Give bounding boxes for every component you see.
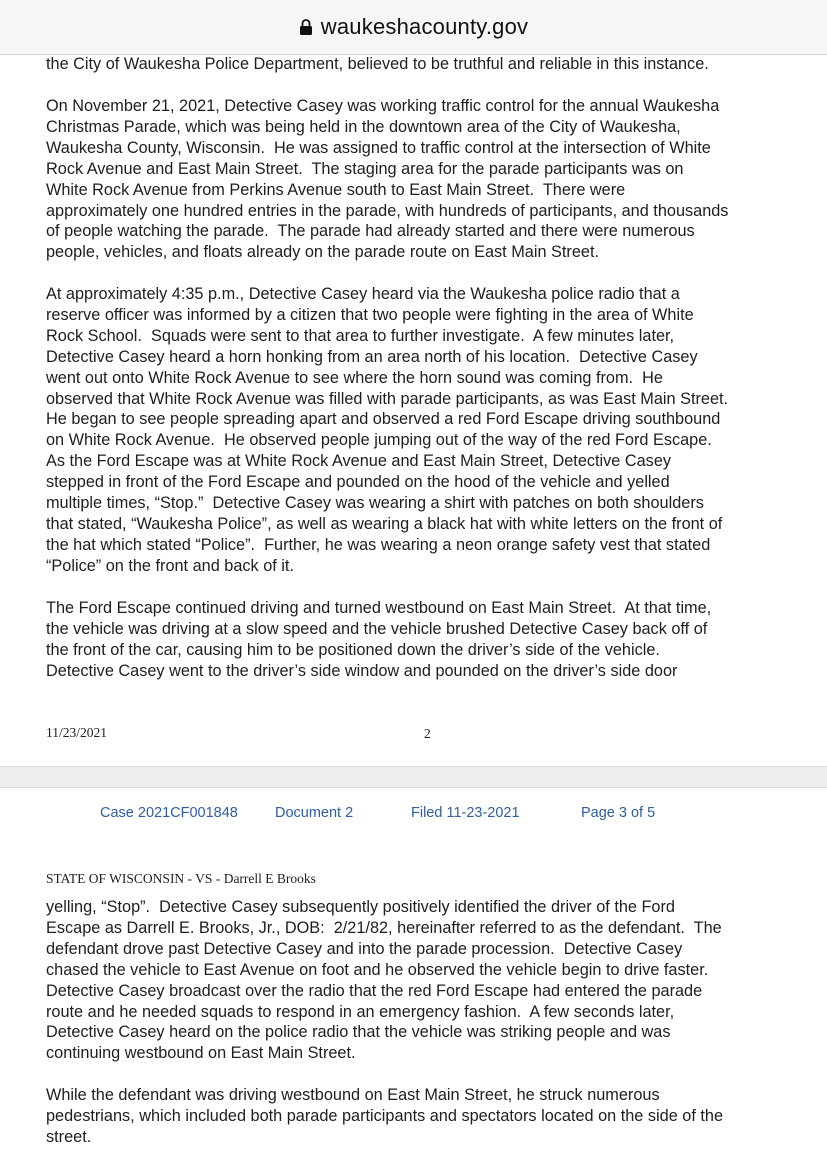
text-line: the hat which stated “Police”. Further, he was wearing a neon orange safety vest that stated [46, 535, 711, 554]
text-line: Escape as Darrell E. Brooks, Jr., DOB: 2/21/82, hereinafter referred to as the defendant. The [46, 918, 722, 937]
text-line: went out onto White Rock Avenue to see where the horn sound was coming from. He [46, 368, 663, 387]
text-line: the front of the car, causing him to be positioned down the driver’s side of the vehicle. [46, 640, 660, 659]
page-indicator: Page 3 of 5 [581, 805, 656, 821]
text-line: people, vehicles, and floats already on the parade route on East Main Street. [46, 243, 600, 262]
lock-icon [299, 18, 313, 36]
text-line: Rock School. Squads were sent to that area to further investigate. A few minutes later, [46, 326, 675, 345]
text-line: defendant drove past Detective Casey and into the parade procession. Detective Casey [46, 939, 683, 958]
text-line: Christmas Parade, which was being held in the downtown area of the City of Waukesha, [46, 117, 681, 136]
text-line: yelling, “Stop”. Detective Casey subsequently positively identified the driver of the Ford [46, 898, 675, 916]
browser-address-bar[interactable] [0, 0, 827, 55]
text-line: on White Rock Avenue. He observed people jumping out of the way of the red Ford Escape. [46, 431, 712, 450]
text-line: continuing westbound on East Main Street. [46, 1044, 356, 1063]
url-text: waukeshacounty.gov [320, 14, 529, 39]
paragraph [46, 54, 816, 75]
text-line: observed that White Rock Avenue was filled with parade participants, as was East Main Street. [46, 389, 729, 408]
text-line: He began to see people spreading apart and observed a red Ford Escape driving southbound [46, 410, 721, 429]
url-display[interactable] [299, 14, 528, 40]
text-line: “Police” on the front and back of it. [46, 556, 294, 575]
text-line: At approximately 4:35 p.m., Detective Casey heard via the Waukesha police radio that a [46, 285, 680, 303]
text-line: White Rock Avenue from Perkins Avenue south to East Main Street. There were [46, 180, 626, 199]
text-line: of people watching the parade. The parade had already started and there were numerous [46, 222, 695, 241]
paragraph [46, 1085, 816, 1148]
footer-page-number: 2 [424, 726, 431, 741]
paragraph [46, 96, 816, 263]
text-line: stepped in front of the Ford Escape and pounded on the hood of the vehicle and yelled [46, 473, 670, 492]
text-line: Detective Casey heard on the police radio that the vehicle was striking people and was [46, 1023, 671, 1042]
document-number: Document 2 [275, 805, 354, 821]
text-line: reserve officer was informed by a citizen that two people were fighting in the area of White [46, 305, 694, 324]
text-line: that stated, “Waukesha Police”, as well as wearing a black hat with white letters on the front of [46, 514, 723, 533]
text-line: the vehicle was driving at a slow speed and the vehicle brushed Detective Casey back off of [46, 619, 708, 638]
paragraph [46, 897, 816, 1064]
text-line: Rock Avenue and East Main Street. The staging area for the parade participants was on [46, 159, 684, 178]
text-line: approximately one hundred entries in the parade, with hundreds of participants, and thousands [46, 201, 729, 220]
case-caption: STATE OF WISCONSIN - VS - Darrell E Brooks [46, 871, 316, 886]
text-line: The Ford Escape continued driving and turned westbound on East Main Street. At that time, [46, 599, 712, 617]
text-line: Detective Casey heard a horn honking from an area north of his location. Detective Casey [46, 347, 698, 366]
text-line: Detective Casey went to the driver’s side window and pounded on the driver’s side door [46, 661, 678, 680]
text-line: As the Ford Escape was at White Rock Avenue and East Main Street, Detective Casey [46, 452, 672, 471]
footer-date: 11/23/2021 [46, 725, 108, 740]
paragraph [46, 284, 816, 577]
text-line: the City of Waukesha Police Department, believed to be truthful and reliable in this instance. [46, 55, 709, 73]
text-line: chased the vehicle to East Avenue on foot and he observed the vehicle begin to drive faster. [46, 960, 709, 979]
page-separator [0, 766, 827, 788]
text-line: pedestrians, which included both parade participants and spectators located on the side of the [46, 1106, 724, 1125]
text-line: street. [46, 1127, 92, 1146]
text-line: While the defendant was driving westbound on East Main Street, he struck numerous [46, 1086, 660, 1104]
text-line: multiple times, “Stop.” Detective Casey was wearing a shirt with patches on both shoulders [46, 494, 704, 513]
text-line: route and he needed squads to respond in an emergency fashion. A few seconds later, [46, 1002, 675, 1021]
case-number: Case 2021CF001848 [100, 805, 238, 821]
text-line: On November 21, 2021, Detective Casey was working traffic control for the annual Waukesha [46, 97, 720, 115]
text-line: Waukesha County, Wisconsin. He was assigned to traffic control at the intersection of White [46, 138, 711, 157]
paragraph [46, 598, 816, 682]
filed-date: Filed 11-23-2021 [411, 805, 520, 821]
text-line: Detective Casey broadcast over the radio that the red Ford Escape had entered the parade [46, 981, 703, 1000]
